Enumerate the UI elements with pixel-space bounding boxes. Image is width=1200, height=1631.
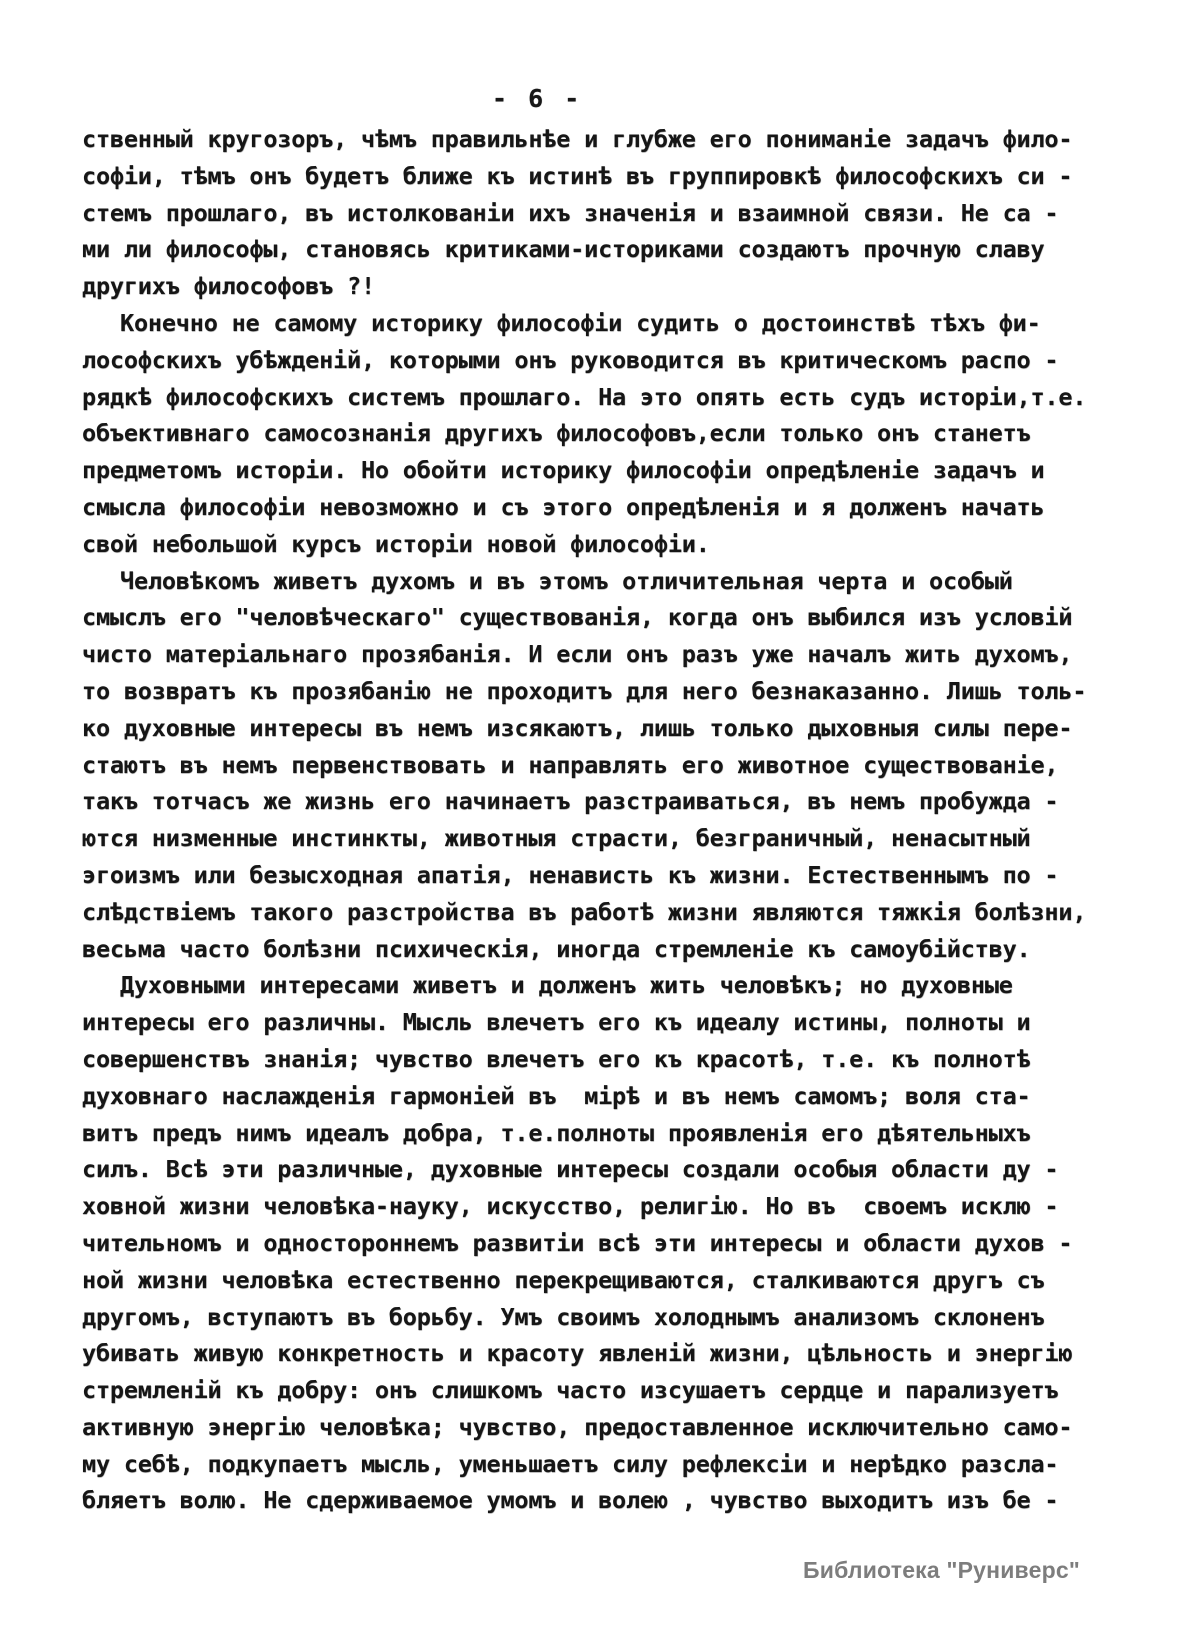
text-line: активную энергію человѣка; чувство, предоставленное исключительно само- <box>82 1412 1073 1441</box>
text-line: то возвратъ къ прозябанію не проходитъ для него безнаказанно. Лишь толь- <box>82 676 1087 705</box>
text-line: стемъ прошлаго, въ истолкованіи ихъ значенія и взаимной связи. Не са - <box>82 198 1059 227</box>
text-line: эгоизмъ или безысходная апатія, ненависть къ жизни. Естественнымъ по - <box>82 860 1059 889</box>
library-watermark: Библиотека "Руниверс" <box>803 1557 1080 1583</box>
text-line: Человѣкомъ живетъ духомъ и въ этомъ отличительная черта и особый <box>120 566 1013 595</box>
text-line: такъ тотчасъ же жизнь его начинаетъ разстраиваться, въ немъ пробужда - <box>82 787 1059 816</box>
page-text <box>82 121 1142 1519</box>
text-line: интересы его различны. Мысль влечетъ его къ идеалу истины, полноты и <box>82 1008 1031 1037</box>
text-line: ко духовные интересы въ немъ изсякаютъ, лишь только дыховныя силы пере- <box>82 713 1073 742</box>
text-line: смысла философіи невозможно и съ этого опредѣленія и я долженъ начать <box>82 492 1045 521</box>
page-number: - 6 - <box>492 84 583 113</box>
text-line: убивать живую конкретность и красоту явленій жизни, цѣльность и энергію <box>82 1339 1073 1368</box>
text-line: чисто матеріальнаго прозябанія. И если онъ разъ уже началъ жить духомъ, <box>82 640 1073 669</box>
text-line: ми ли философы, становясь критиками-историками создаютъ прочную славу <box>82 235 1045 264</box>
text-line: му себѣ, подкупаетъ мысль, уменьшаетъ силу рефлексіи и нерѣдко разсла- <box>82 1449 1059 1478</box>
text-line: свой небольшой курсъ исторіи новой философіи. <box>82 529 710 558</box>
text-line: предметомъ исторіи. Но обойти историку философіи опредѣленіе задачъ и <box>82 456 1045 485</box>
text-line: витъ предъ нимъ идеалъ добра, т.е.полноты проявленія его дѣятельныхъ <box>82 1118 1031 1147</box>
text-line: другихъ философовъ ?! <box>82 272 375 301</box>
text-line: совершенствъ знанія; чувство влечетъ его къ красотѣ, т.е. къ полнотѣ <box>82 1044 1031 1073</box>
text-line: ственный кругозоръ, чѣмъ правильнѣе и глубже его пониманіе задачъ фило- <box>82 125 1073 153</box>
text-line: бляетъ волю. Не сдерживаемое умомъ и волею , чувство выходитъ изъ бе - <box>82 1486 1059 1515</box>
text-line: ются низменные инстинкты, животныя страсти, безграничный, ненасытный <box>82 824 1031 853</box>
text-line: смыслъ его "человѣческаго" существованія, когда онъ выбился изъ условій <box>82 603 1073 632</box>
text-line: софіи, тѣмъ онъ будетъ ближе къ истинѣ въ группировкѣ философскихъ си - <box>82 161 1073 190</box>
text-line: другомъ, вступаютъ въ борьбу. Умъ своимъ холоднымъ анализомъ склоненъ <box>82 1302 1045 1331</box>
text-line: весьма часто болѣзни психическія, иногда стремленіе къ самоубійству. <box>82 934 1031 963</box>
text-line: духовнаго наслажденія гармоніей въ мірѣ и въ немъ самомъ; воля ста- <box>82 1081 1031 1110</box>
text-line: рядкѣ философскихъ системъ прошлаго. На это опять есть судъ исторіи,т.е. <box>82 382 1087 411</box>
text-line: ховной жизни человѣка-науку, искусство, религію. Но въ своемъ исклю - <box>82 1192 1059 1221</box>
text-line: Конечно не самому историку философіи судить о достоинствѣ тѣхъ фи- <box>120 308 1041 337</box>
text-line: стаютъ въ немъ первенствовать и направлять его животное существованіе, <box>82 750 1059 779</box>
text-line: Духовными интересами живетъ и долженъ жить человѣкъ; но духовные <box>120 971 1013 1000</box>
text-line: стремленій къ добру: онъ слишкомъ часто изсушаетъ сердце и парализуетъ <box>82 1376 1059 1405</box>
text-line: лософскихъ убѣжденій, которыми онъ руководится въ критическомъ распо - <box>82 345 1059 374</box>
text-line: силъ. Всѣ эти различные, духовные интересы создали особыя области ду - <box>82 1155 1059 1184</box>
text-line: ной жизни человѣка естественно перекрещиваются, сталкиваются другъ съ <box>82 1265 1045 1294</box>
text-line: слѣдствіемъ такого разстройства въ работѣ жизни являются тяжкія болѣзни, <box>82 897 1087 926</box>
text-line: чительномъ и одностороннемъ развитіи всѣ эти интересы и области духов - <box>82 1228 1073 1257</box>
text-line: объективнаго самосознанія другихъ философовъ,если только онъ станетъ <box>82 419 1031 448</box>
